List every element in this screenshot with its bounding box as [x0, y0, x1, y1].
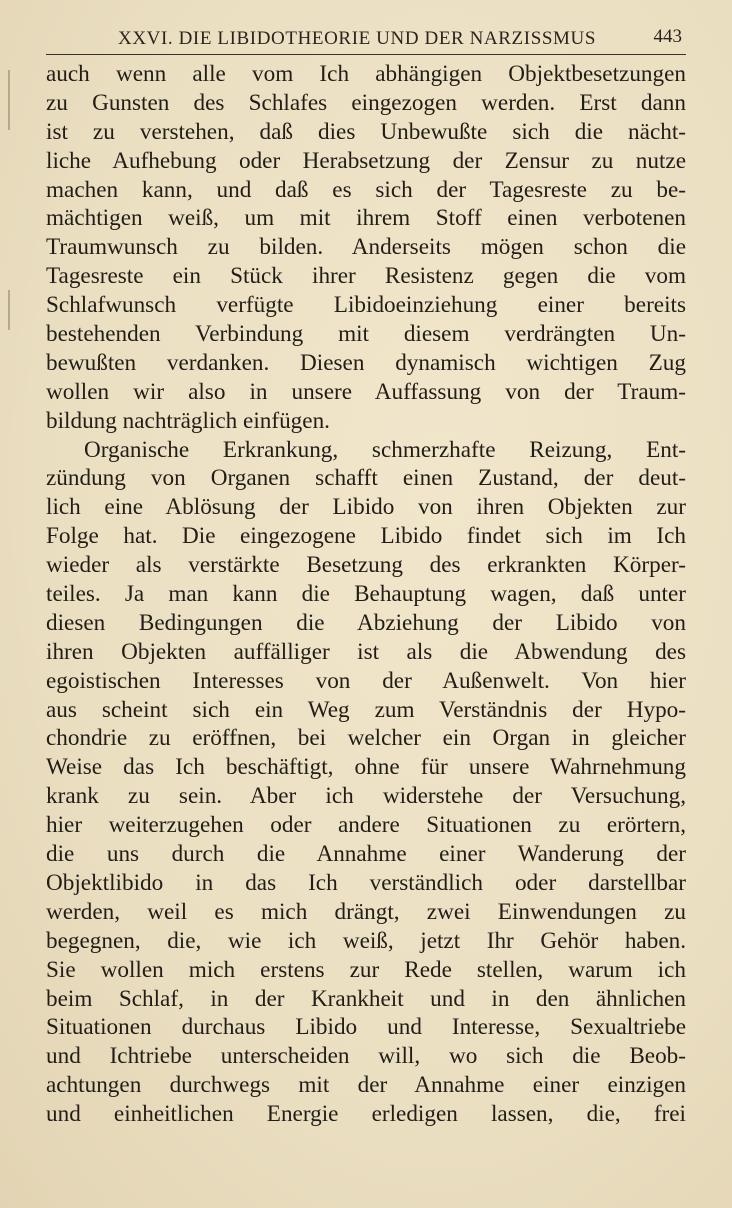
text-line: zu Gunsten des Schlafes eingezogen werden. Erst dann	[46, 89, 686, 116]
text-line: und Ichtriebe unterscheiden will, wo sich die Beob-	[46, 1043, 686, 1070]
text-line: krank zu sein. Aber ich widerstehe der Versuchung,	[46, 783, 686, 810]
paragraph-start-line: Organische Erkrankung, schmerzhafte Reizung, Ent-	[84, 436, 686, 463]
text-line: zündung von Organen schafft einen Zustand, der deut-	[46, 465, 686, 492]
margin-pencil-mark	[8, 70, 10, 130]
text-line: Situationen durchaus Libido und Interesse, Sexualtriebe	[46, 1014, 686, 1041]
text-line: wollen wir also in unsere Auffassung von der Traum-	[46, 378, 686, 405]
text-line: bestehenden Verbindung mit diesem verdrängten Un-	[46, 321, 686, 348]
page-number: 443	[653, 26, 682, 47]
text-line: wieder als verstärkte Besetzung des erkrankten Körper-	[46, 552, 686, 579]
text-line: werden, weil es mich drängt, zwei Einwendungen zu	[46, 898, 686, 925]
text-line: machen kann, und daß es sich der Tagesreste zu be-	[46, 176, 686, 203]
text-line: egoistischen Interesses von der Außenwelt. Von hier	[46, 667, 686, 694]
text-line: begegnen, die, wie ich weiß, jetzt Ihr Gehör haben.	[46, 927, 686, 954]
text-line: bewußten verdanken. Diesen dynamisch wichtigen Zug	[46, 349, 686, 376]
margin-pencil-mark	[8, 290, 10, 330]
text-line: ist zu verstehen, daß dies Unbewußte sich die nächt-	[46, 118, 686, 145]
body-text	[46, 60, 686, 1129]
text-line: Sie wollen mich erstens zur Rede stellen, warum ich	[46, 956, 686, 983]
text-line: Weise das Ich beschäftigt, ohne für unsere Wahrnehmung	[46, 754, 686, 781]
text-line: diesen Bedingungen die Abziehung der Libido von	[46, 609, 686, 636]
text-line: mächtigen weiß, um mit ihrem Stoff einen verbotenen	[46, 205, 686, 232]
text-line: teiles. Ja man kann die Behauptung wagen, daß unter	[46, 581, 686, 608]
text-line: achtungen durchwegs mit der Annahme einer einzigen	[46, 1072, 686, 1099]
text-line: die uns durch die Annahme einer Wanderung der	[46, 841, 686, 868]
running-header	[46, 26, 686, 55]
text-line: hier weiterzugehen oder andere Situationen zu erörtern,	[46, 812, 686, 839]
text-line: Objektlibido in das Ich verständlich oder darstellbar	[46, 869, 686, 896]
text-line: Traumwunsch zu bilden. Anderseits mögen schon die	[46, 234, 686, 261]
text-line: ihren Objekten auffälliger ist als die Abwendung des	[46, 638, 686, 665]
text-line: auch wenn alle vom Ich abhängigen Objektbesetzungen	[46, 61, 686, 87]
text-line: Folge hat. Die eingezogene Libido findet sich im Ich	[46, 523, 686, 550]
text-line: beim Schlaf, in der Krankheit und in den ähnlichen	[46, 985, 686, 1012]
running-title: XXVI. DIE LIBIDOTHEORIE UND DER NARZISSMUS	[118, 28, 597, 49]
text-line: Schlafwunsch verfügte Libidoeinziehung einer bereits	[46, 292, 686, 319]
paragraph-end-line: bildung nachträglich einfügen.	[46, 407, 330, 434]
text-line: chondrie zu eröffnen, bei welcher ein Organ in gleicher	[46, 725, 686, 752]
text-line: und einheitlichen Energie erledigen lassen, die, frei	[46, 1101, 686, 1128]
text-line: Tagesreste ein Stück ihrer Resistenz gegen die vom	[46, 263, 686, 290]
text-line: aus scheint sich ein Weg zum Verständnis der Hypo-	[46, 696, 686, 723]
text-line: lich eine Ablösung der Libido von ihren Objekten zur	[46, 494, 686, 521]
text-line: liche Aufhebung oder Herabsetzung der Zensur zu nutze	[46, 147, 686, 174]
